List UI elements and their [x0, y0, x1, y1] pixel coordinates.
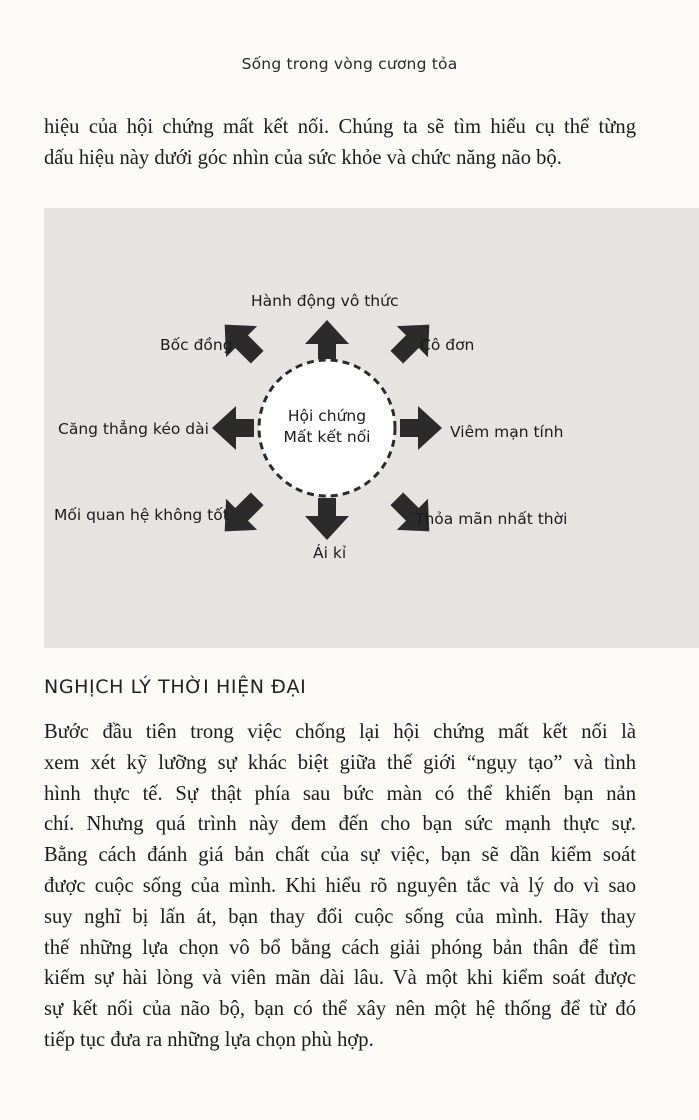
- intro-paragraph: [44, 112, 636, 174]
- disconnection-syndrome-diagram: [44, 208, 699, 648]
- text-line: thế những lựa chọn vô bổ bằng cách giải phóng bản thân để tìm: [44, 936, 636, 959]
- text-line: xem xét kỹ lưỡng sự khác biệt giữa thế giới “ngụy tạo” và tình: [44, 751, 636, 774]
- label-bottom: Ái kỉ: [313, 544, 347, 562]
- label-bottom-right: Thỏa mãn nhất thời: [415, 510, 568, 528]
- running-head: Sống trong vòng cương tỏa: [241, 55, 458, 73]
- section-heading: NGHỊCH LÝ THỜI HIỆN ĐẠI: [44, 676, 307, 698]
- text-line: tiếp tục đưa ra những lựa chọn phù hợp.: [44, 1028, 374, 1051]
- label-top-right: Cô đơn: [420, 336, 475, 354]
- label-bottom-left: Mối quan hệ không tốt: [54, 506, 229, 524]
- text-line: Bằng cách đánh giá bản chất của sự việc, bạn sẽ dần kiểm soát: [44, 844, 636, 867]
- text-line: chí. Nhưng quá trình này đem đến cho bạn sức mạnh thực sự.: [44, 813, 636, 836]
- text-line: sự kết nối của não bộ, bạn có thể xây nên một hệ thống để từ đó: [44, 998, 636, 1021]
- label-left: Căng thẳng kéo dài: [58, 420, 209, 438]
- center-label-line-2: Mất kết nối: [283, 428, 371, 446]
- arrow-left: [212, 406, 254, 450]
- arrow-down: [305, 498, 349, 540]
- center-label-line-1: Hội chứng: [287, 407, 367, 425]
- text-line: kiếm sự hài lòng và viên mãn dài lâu. Và một khi kiểm soát được: [44, 967, 636, 990]
- label-top-left: Bốc đồng: [160, 336, 233, 354]
- label-right: Viêm mạn tính: [450, 423, 564, 441]
- text-line: dấu hiệu này dưới góc nhìn của sức khỏe và chức năng não bộ.: [44, 146, 562, 169]
- center-label: [262, 406, 392, 448]
- arrow-up: [305, 320, 349, 359]
- text-line: hình thực tế. Sự thật phía sau bức màn có thể khiến bạn nản: [44, 782, 636, 805]
- arrow-right: [400, 406, 442, 450]
- text-line: hiệu của hội chứng mất kết nối. Chúng ta sẽ tìm hiểu cụ thể từng: [44, 116, 636, 138]
- text-line: Bước đầu tiên trong việc chống lại hội chứng mất kết nối là: [44, 721, 636, 743]
- label-top: Hành động vô thức: [251, 292, 399, 310]
- text-line: được cuộc sống của mình. Khi hiểu rõ nguyên tắc và lý do vì sao: [44, 874, 636, 897]
- body-paragraph: [44, 717, 636, 1056]
- text-line: suy nghĩ bị lấn át, bạn thay đổi cuộc sống của mình. Hãy thay: [44, 905, 636, 928]
